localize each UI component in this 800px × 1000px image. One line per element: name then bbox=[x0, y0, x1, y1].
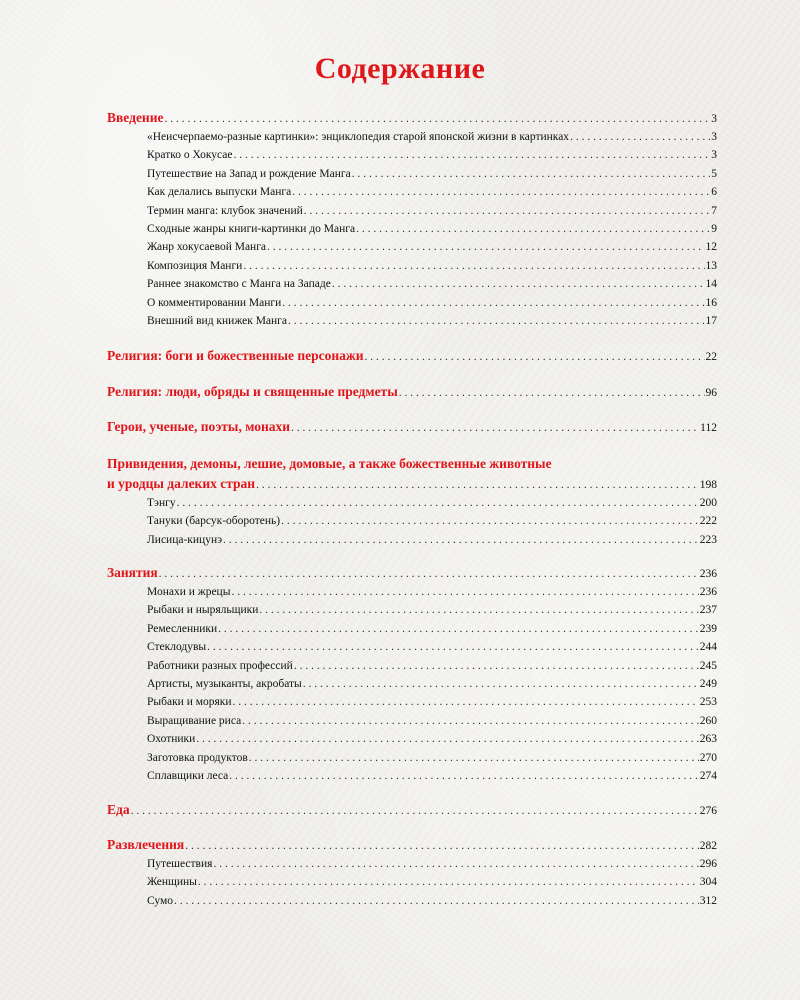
toc-page-number: 236 bbox=[699, 568, 717, 580]
toc-item[interactable] bbox=[107, 531, 717, 549]
toc-item[interactable] bbox=[107, 620, 717, 638]
toc-section-heading[interactable] bbox=[107, 417, 717, 437]
toc-item[interactable] bbox=[107, 730, 717, 748]
toc-section-title: Введение bbox=[107, 110, 164, 125]
toc-section-heading[interactable] bbox=[107, 835, 717, 855]
dot-leader bbox=[159, 564, 699, 584]
dot-leader bbox=[292, 183, 710, 201]
dot-leader bbox=[242, 712, 699, 730]
toc-page-number: 96 bbox=[705, 387, 717, 399]
toc-item[interactable] bbox=[107, 275, 717, 293]
toc-item-title: Путешествие на Запад и рождение Манга bbox=[147, 167, 351, 180]
toc-page-number: 244 bbox=[699, 641, 717, 654]
toc-item[interactable] bbox=[107, 657, 717, 675]
toc-page-number: 198 bbox=[699, 479, 717, 491]
toc-item[interactable] bbox=[107, 712, 717, 730]
dot-leader bbox=[282, 294, 704, 312]
toc-section-heading[interactable] bbox=[107, 563, 717, 583]
toc-item[interactable] bbox=[107, 767, 717, 785]
dot-leader bbox=[288, 312, 705, 330]
toc-item-title: Выращивание риса bbox=[147, 714, 242, 727]
toc-item-title: Сумо bbox=[147, 894, 174, 907]
toc-page-number: 296 bbox=[699, 858, 717, 870]
dot-leader bbox=[352, 165, 711, 183]
toc-page-number: 16 bbox=[705, 296, 717, 309]
toc-item-title: Рыбаки и ныряльщики bbox=[147, 604, 259, 617]
toc-page-number: 249 bbox=[699, 677, 717, 690]
toc-page-number: 17 bbox=[705, 314, 717, 327]
toc-item[interactable] bbox=[107, 312, 717, 330]
toc-section-title: Развлечения bbox=[107, 837, 185, 852]
toc-item[interactable] bbox=[107, 512, 717, 530]
dot-leader bbox=[399, 383, 705, 403]
dot-leader bbox=[233, 693, 699, 711]
toc-page-number: 13 bbox=[705, 259, 717, 272]
dot-leader bbox=[281, 512, 699, 530]
toc-item[interactable] bbox=[107, 675, 717, 693]
toc-item-title: Композиция Манги bbox=[147, 259, 243, 272]
toc-item[interactable] bbox=[107, 601, 717, 619]
toc-page-number: 276 bbox=[699, 805, 717, 817]
toc-item-title: Внешний вид книжек Манга bbox=[147, 314, 287, 327]
toc-page-number: 12 bbox=[705, 241, 717, 254]
toc-page-number: 3 bbox=[711, 113, 717, 125]
toc-section-heading[interactable] bbox=[107, 382, 717, 402]
dot-leader bbox=[291, 418, 699, 438]
toc-section-heading[interactable] bbox=[107, 108, 717, 128]
toc-page-number: 5 bbox=[711, 167, 717, 180]
toc-item-title: Раннее знакомство с Манга на Западе bbox=[147, 278, 331, 291]
toc-item-title: Ремесленники bbox=[147, 622, 218, 635]
toc-item-title: Термин манга: клубок значений bbox=[147, 204, 303, 217]
toc-item[interactable] bbox=[107, 855, 717, 873]
toc-page-number: 239 bbox=[699, 622, 717, 635]
toc-page-number: 14 bbox=[705, 278, 717, 291]
dot-leader bbox=[198, 873, 699, 891]
toc-section-title: Религия: люди, обряды и священные предметы bbox=[107, 384, 398, 399]
toc-item-title: Кратко о Хокусае bbox=[147, 149, 233, 162]
toc-page-number: 22 bbox=[705, 351, 717, 363]
dot-leader bbox=[231, 583, 698, 601]
toc-item-title: Жанр хокусаевой Манга bbox=[147, 241, 267, 254]
toc-page-number: 237 bbox=[699, 604, 717, 617]
toc-page-number: 263 bbox=[699, 733, 717, 746]
toc-item[interactable] bbox=[107, 128, 717, 146]
toc-item-title: Стеклодувы bbox=[147, 641, 207, 654]
dot-leader bbox=[259, 601, 698, 619]
toc-section-entertainment bbox=[107, 835, 717, 910]
toc-section-title: Религия: боги и божественные персонажи bbox=[107, 348, 364, 363]
dot-leader bbox=[177, 494, 699, 512]
toc-page-number: 270 bbox=[699, 751, 717, 764]
dot-leader bbox=[233, 146, 710, 164]
toc-item[interactable] bbox=[107, 638, 717, 656]
toc-item[interactable] bbox=[107, 494, 717, 512]
toc-item[interactable] bbox=[107, 892, 717, 910]
toc-section-heading[interactable] bbox=[107, 474, 717, 494]
toc-page-number: 236 bbox=[699, 586, 717, 598]
dot-leader bbox=[218, 620, 699, 638]
toc-page-number: 304 bbox=[699, 876, 717, 889]
toc-item-title: Охотники bbox=[147, 733, 196, 746]
dot-leader bbox=[294, 657, 699, 675]
toc-item-title: «Неисчерпаемо-разные картинки»: энциклопедия старой японской жизни в картинках bbox=[147, 131, 570, 143]
toc-item-title: Путешествия bbox=[147, 858, 213, 870]
toc-page-number: 200 bbox=[699, 497, 717, 509]
dot-leader bbox=[303, 675, 699, 693]
toc-item[interactable] bbox=[107, 693, 717, 711]
toc-section-heroes bbox=[107, 417, 717, 437]
toc-item-title: Тануки (барсук-оборотень) bbox=[147, 515, 281, 528]
dot-leader bbox=[174, 892, 699, 910]
toc-item-title: Артисты, музыканты, акробаты bbox=[147, 677, 302, 690]
toc-item-title: Как делались выпуски Манга bbox=[147, 186, 292, 199]
toc-item[interactable] bbox=[107, 183, 717, 201]
dot-leader bbox=[213, 855, 698, 873]
dot-leader bbox=[249, 749, 699, 767]
toc-page-number: 223 bbox=[699, 533, 717, 546]
dot-leader bbox=[185, 836, 699, 856]
toc-section-title: Занятия bbox=[107, 565, 158, 580]
toc-section-religion-people bbox=[107, 382, 717, 402]
toc-section-religion-gods bbox=[107, 346, 717, 366]
toc-item-title: Сплавщики леса bbox=[147, 769, 229, 782]
toc-item-title: Лисица-кицунэ bbox=[147, 533, 223, 546]
toc-page-number: 112 bbox=[700, 422, 717, 434]
toc-page-number: 222 bbox=[699, 515, 717, 528]
toc-item-title: Заготовка продуктов bbox=[147, 751, 248, 764]
toc-item[interactable] bbox=[107, 749, 717, 767]
toc-item-title: Женщины bbox=[147, 876, 197, 889]
dot-leader bbox=[570, 128, 710, 146]
dot-leader bbox=[164, 109, 710, 129]
toc-page-number: 3 bbox=[711, 149, 717, 162]
toc-item-title: Работники разных профессий bbox=[147, 659, 293, 672]
toc-item[interactable] bbox=[107, 165, 717, 183]
toc-item[interactable] bbox=[107, 583, 717, 601]
dot-leader bbox=[365, 347, 705, 367]
toc-page-number: 3 bbox=[711, 131, 717, 143]
toc-page-number: 7 bbox=[711, 204, 717, 217]
toc-item[interactable] bbox=[107, 873, 717, 891]
toc-item-title: Рыбаки и моряки bbox=[147, 696, 232, 709]
toc-section-introduction bbox=[107, 108, 717, 330]
toc-page-number: 245 bbox=[699, 659, 717, 672]
toc-item[interactable] bbox=[107, 202, 717, 220]
dot-leader bbox=[196, 730, 698, 748]
toc-item[interactable] bbox=[107, 294, 717, 312]
toc-section-title: Герои, ученые, поэты, монахи bbox=[107, 419, 291, 434]
toc-item[interactable] bbox=[107, 238, 717, 256]
toc-page-number: 282 bbox=[699, 840, 717, 852]
toc-section-title: и уродцы далеких стран bbox=[107, 476, 256, 491]
toc-section-ghosts bbox=[107, 454, 717, 549]
toc-item[interactable] bbox=[107, 220, 717, 238]
toc-page-number: 312 bbox=[699, 894, 717, 907]
dot-leader bbox=[267, 238, 704, 256]
dot-leader bbox=[243, 257, 704, 275]
toc-item-title: Сходные жанры книги-картинки до Манга bbox=[147, 222, 356, 235]
dot-leader bbox=[356, 220, 710, 238]
toc-section-title: Еда bbox=[107, 802, 130, 817]
dot-leader bbox=[207, 638, 699, 656]
dot-leader bbox=[223, 531, 699, 549]
toc-page-number: 6 bbox=[711, 186, 717, 199]
toc-page-number: 9 bbox=[711, 222, 717, 235]
dot-leader bbox=[332, 275, 705, 293]
toc-page-number: 253 bbox=[699, 696, 717, 709]
dot-leader bbox=[304, 202, 710, 220]
toc-item-title: Тэнгу bbox=[147, 497, 176, 509]
toc-item[interactable] bbox=[107, 146, 717, 164]
toc-section-food bbox=[107, 800, 717, 820]
dot-leader bbox=[256, 475, 699, 495]
toc-section-occupations bbox=[107, 563, 717, 785]
toc-section-heading[interactable] bbox=[107, 346, 717, 366]
toc-page-number: 260 bbox=[699, 714, 717, 727]
page-title: Содержание bbox=[314, 52, 486, 85]
toc-item-title: О комментировании Манги bbox=[147, 296, 282, 309]
toc-item-title: Монахи и жрецы bbox=[147, 586, 231, 598]
toc-section-title-line1[interactable]: Привидения, демоны, лешие, домовые, а также божественные животные bbox=[107, 456, 552, 471]
toc-item[interactable] bbox=[107, 257, 717, 275]
dot-leader bbox=[131, 801, 699, 821]
toc-section-heading[interactable] bbox=[107, 800, 717, 820]
dot-leader bbox=[229, 767, 699, 785]
toc-page-number: 274 bbox=[699, 769, 717, 782]
